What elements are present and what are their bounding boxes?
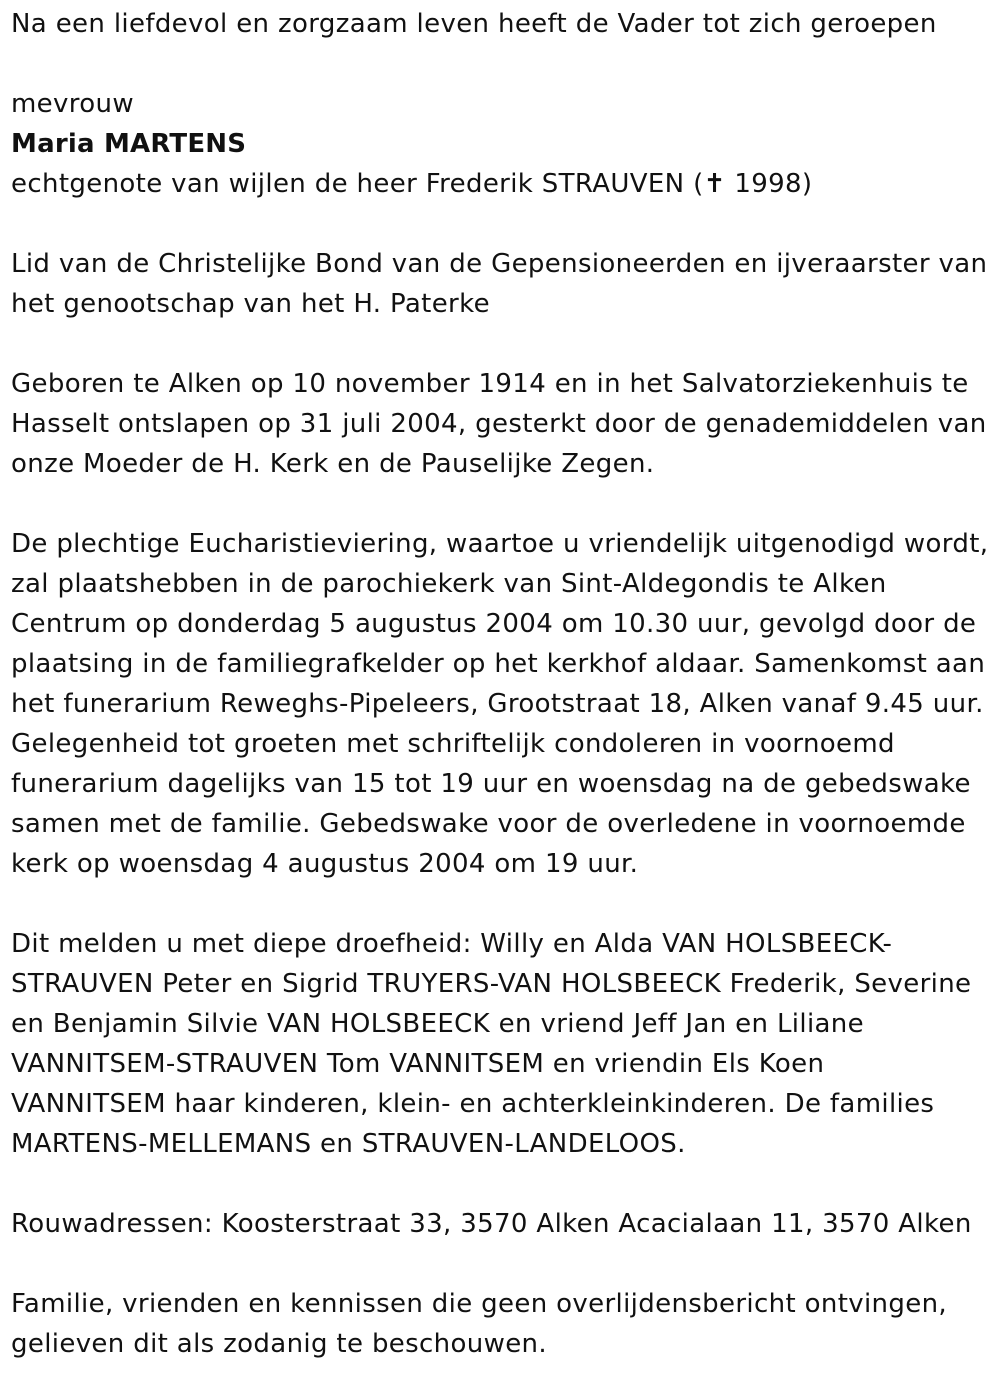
paragraph-line: zal plaatshebben in de parochiekerk van Sint-Aldegondis te Alken (11, 569, 887, 599)
paragraph-line: Gelegenheid tot groeten met schriftelijk condoleren in voornoemd (11, 729, 895, 759)
paragraph-line: kerk op woensdag 4 augustus 2004 om 19 uur. (11, 849, 639, 879)
membership-paragraph (11, 244, 993, 324)
paragraph-line: Familie, vrienden en kennissen die geen overlijdensbericht ontvingen, (11, 1289, 948, 1319)
deceased-name: Maria MARTENS (11, 129, 247, 159)
paragraph-line: onze Moeder de H. Kerk en de Pauselijke Zegen. (11, 449, 655, 479)
paragraph-line: VANNITSEM-STRAUVEN Tom VANNITSEM en vriendin Els Koen (11, 1049, 825, 1079)
paragraph-line: STRAUVEN Peter en Sigrid TRUYERS-VAN HOLSBEECK Frederik, Severine (11, 969, 972, 999)
paragraph-line: Hasselt ontslapen op 31 juli 2004, gesterkt door de genademiddelen van (11, 409, 987, 439)
intro-line: Na een liefdevol en zorgzaam leven heeft de Vader tot zich geroepen (11, 9, 937, 39)
paragraph-line: De plechtige Eucharistieviering, waartoe u vriendelijk uitgenodigd wordt, (11, 529, 989, 559)
paragraph-line: het genootschap van het H. Paterke (11, 289, 490, 319)
paragraph-line: VANNITSEM haar kinderen, klein- en achterkleinkinderen. De families (11, 1089, 935, 1119)
paragraph-line: MARTENS-MELLEMANS en STRAUVEN-LANDELOOS. (11, 1129, 686, 1159)
paragraph-line: plaatsing in de familiegrafkelder op het kerkhof aldaar. Samenkomst aan (11, 649, 986, 679)
family-paragraph (11, 924, 993, 1164)
paragraph-line: en Benjamin Silvie VAN HOLSBEECK en vriend Jeff Jan en Liliane (11, 1009, 864, 1039)
closing-paragraph (11, 1284, 993, 1364)
birth-death-paragraph (11, 364, 993, 484)
paragraph-line: Dit melden u met diepe droefheid: Willy en Alda VAN HOLSBEECK- (11, 929, 893, 959)
paragraph-line: Geboren te Alken op 10 november 1914 en in het Salvatorziekenhuis te (11, 369, 969, 399)
paragraph-line: Lid van de Christelijke Bond van de Gepensioneerden en ijveraarster van (11, 249, 988, 279)
paragraph-line: funerarium dagelijks van 15 tot 19 uur en woensdag na de gebedswake (11, 769, 971, 799)
spouse-line: echtgenote van wijlen de heer Frederik STRAUVEN (✝ 1998) (11, 169, 813, 199)
obituary-document (11, 4, 993, 1364)
paragraph-line: het funerarium Reweghs-Pipeleers, Grootstraat 18, Alken vanaf 9.45 uur. (11, 689, 984, 719)
ceremony-paragraph (11, 524, 993, 884)
paragraph-line: samen met de familie. Gebedswake voor de overledene in voornoemde (11, 809, 966, 839)
paragraph-line: gelieven dit als zodanig te beschouwen. (11, 1329, 547, 1359)
title-prefix: mevrouw (11, 89, 134, 119)
addresses-line: Rouwadressen: Koosterstraat 33, 3570 Alken Acacialaan 11, 3570 Alken (11, 1209, 972, 1239)
paragraph-line: Centrum op donderdag 5 augustus 2004 om 10.30 uur, gevolgd door de (11, 609, 977, 639)
